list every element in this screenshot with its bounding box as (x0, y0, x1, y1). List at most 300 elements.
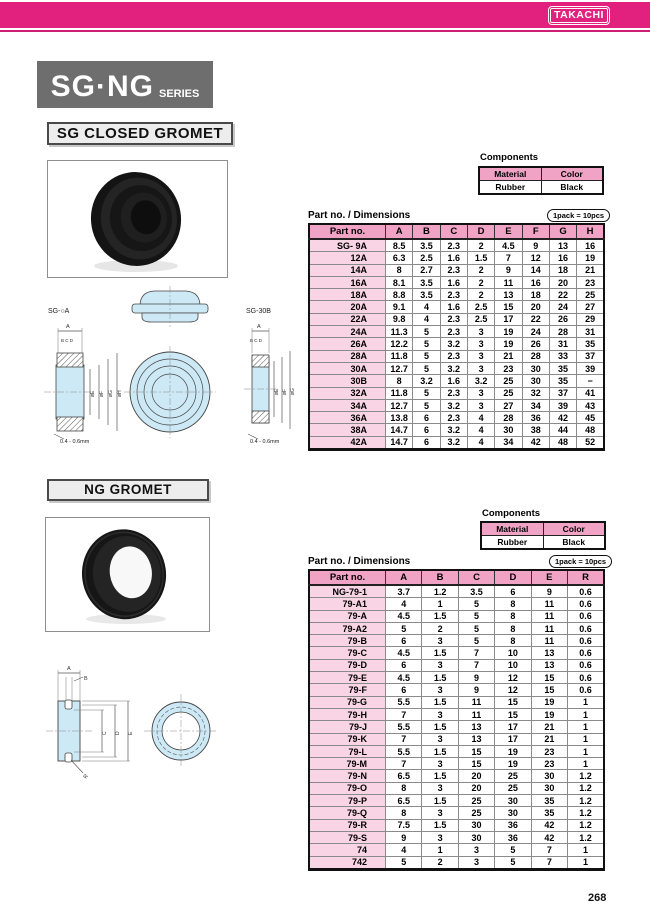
value-cell: 2.5 (413, 252, 440, 264)
ng-dim-a-label: A (67, 666, 71, 672)
takachi-logo-text: TAKACHI (550, 8, 608, 23)
part-no-cell: 20A (309, 301, 386, 313)
value-cell: 3.2 (440, 338, 467, 350)
value-cell: 30 (522, 375, 549, 387)
value-cell: 0.6 (568, 672, 604, 684)
value-cell: 45 (577, 412, 604, 424)
ng-product-photo-frame (45, 517, 210, 632)
table-row (479, 181, 603, 195)
value-cell: 13 (458, 721, 494, 733)
dia-e-label-right: øE (274, 388, 280, 395)
value-cell: 5 (458, 635, 494, 647)
table-row (309, 770, 604, 782)
value-cell: 1.5 (422, 721, 458, 733)
value-cell: 3 (422, 635, 458, 647)
value-cell: 2 (467, 239, 494, 252)
table-row (309, 758, 604, 770)
part-no-cell: 36A (309, 412, 386, 424)
part-no-cell: 79-S (309, 831, 386, 843)
value-cell: 5 (413, 350, 440, 362)
column-header: D (467, 224, 494, 239)
value-cell: 23 (531, 745, 567, 757)
value-cell: 11 (531, 622, 567, 634)
table-row (309, 844, 604, 856)
value-cell: 1.2 (568, 831, 604, 843)
sg-product-photo-frame (47, 160, 228, 278)
value-cell: 30 (458, 831, 494, 843)
value-cell: 2 (422, 856, 458, 869)
value-cell: 2.3 (440, 387, 467, 399)
column-header: A (386, 224, 413, 239)
value-cell: 17 (495, 733, 531, 745)
value-cell: 1 (568, 844, 604, 856)
value-cell: 3.2 (413, 375, 440, 387)
value-cell: 3.5 (413, 276, 440, 288)
value-cell: 20 (522, 301, 549, 313)
dia-e-label: øE (90, 390, 96, 397)
part-no-cell: 79-B (309, 635, 386, 647)
column-header: E (495, 224, 522, 239)
value-cell: 12 (495, 672, 531, 684)
section-heading-sg-closed-gromet: SG CLOSED GROMET (47, 122, 233, 145)
value-cell: 5 (413, 338, 440, 350)
value-cell: 1 (422, 844, 458, 856)
value-cell: 42 (549, 412, 576, 424)
value-cell: 30 (495, 807, 531, 819)
table-row (309, 436, 604, 449)
value-cell: 2.3 (440, 412, 467, 424)
value-cell: 1.2 (568, 819, 604, 831)
value-cell: 3 (467, 399, 494, 411)
value-cell: 29 (577, 313, 604, 325)
value-cell: 4 (386, 598, 422, 610)
value-cell: 9 (386, 831, 422, 843)
value-cell: 15 (495, 696, 531, 708)
value-cell: 25 (577, 289, 604, 301)
value-cell: 4 (467, 412, 494, 424)
value-cell: 1 (422, 598, 458, 610)
value-cell: 5 (458, 598, 494, 610)
value-cell: 7 (531, 856, 567, 869)
column-header: H (577, 224, 604, 239)
value-cell: 1.5 (467, 252, 494, 264)
value-cell: 25 (495, 387, 522, 399)
value-cell: 37 (549, 387, 576, 399)
table-row (309, 807, 604, 819)
value-cell: 25 (458, 807, 494, 819)
value-cell: 3 (467, 338, 494, 350)
value-cell: 1.5 (422, 770, 458, 782)
value-cell: 21 (577, 264, 604, 276)
table-row (309, 239, 604, 252)
value-cell: 14.7 (386, 424, 413, 436)
value-cell: 3.2 (467, 375, 494, 387)
table-row (309, 856, 604, 869)
part-no-cell: 14A (309, 264, 386, 276)
value-cell: 8 (386, 807, 422, 819)
part-no-cell: 34A (309, 399, 386, 411)
value-cell: 9.1 (386, 301, 413, 313)
table-row (309, 622, 604, 634)
table-row (309, 672, 604, 684)
value-cell: 34 (522, 399, 549, 411)
value-cell: 19 (531, 708, 567, 720)
sg-front-view (124, 346, 216, 438)
value-cell: 35 (549, 362, 576, 374)
part-no-cell: 74 (309, 844, 386, 856)
column-header: Material (481, 522, 543, 536)
value-cell: 3 (422, 807, 458, 819)
components-title-ng: Components (482, 508, 541, 519)
value-cell: 0.6 (568, 647, 604, 659)
value-cell: 16 (522, 276, 549, 288)
value-cell: 32 (522, 387, 549, 399)
value-cell: 1 (568, 745, 604, 757)
value-cell: 5 (386, 856, 422, 869)
value-cell: 28 (522, 350, 549, 362)
value-cell: 3 (458, 856, 494, 869)
table-row (309, 795, 604, 807)
value-cell: 38 (522, 424, 549, 436)
value-cell: 7 (458, 659, 494, 671)
part-no-cell: 79-R (309, 819, 386, 831)
part-no-cell: 79-A2 (309, 622, 386, 634)
value-cell: 6 (495, 585, 531, 598)
value-cell: 24 (522, 326, 549, 338)
value-cell: 3 (422, 733, 458, 745)
table-row (309, 659, 604, 671)
value-cell: 2 (467, 289, 494, 301)
value-cell: 35 (577, 338, 604, 350)
table-row (309, 585, 604, 598)
value-cell: 23 (531, 758, 567, 770)
value-cell: 4 (413, 313, 440, 325)
page-number: 268 (588, 892, 607, 904)
value-cell: 5.5 (386, 745, 422, 757)
value-cell: 42 (531, 819, 567, 831)
value-cell: 42 (531, 831, 567, 843)
value-cell: 39 (549, 399, 576, 411)
dimensions-table-ng (308, 569, 605, 871)
value-cell: 1.5 (422, 610, 458, 622)
value-cell: 15 (531, 672, 567, 684)
value-cell: 30 (495, 795, 531, 807)
value-cell: 34 (495, 436, 522, 449)
value-cell: 16 (577, 239, 604, 252)
table-row (309, 598, 604, 610)
part-no-cell: Rubber (481, 536, 543, 550)
part-no-cell: Rubber (479, 181, 541, 195)
table-row (309, 819, 604, 831)
value-cell: 5 (458, 610, 494, 622)
value-cell: 25 (495, 770, 531, 782)
value-cell: 22 (549, 289, 576, 301)
part-no-cell: 79-A (309, 610, 386, 622)
value-cell: 20 (549, 276, 576, 288)
value-cell: 19 (531, 696, 567, 708)
value-cell: 7 (386, 708, 422, 720)
value-cell: 12.7 (386, 362, 413, 374)
value-cell: 14.7 (386, 436, 413, 449)
value-cell: 1.2 (568, 782, 604, 794)
value-cell: 3 (467, 387, 494, 399)
value-cell: 24 (549, 301, 576, 313)
sg-30b-label: SG-30B (246, 308, 271, 315)
value-cell: 3 (467, 326, 494, 338)
table-row (309, 635, 604, 647)
value-cell: 6 (413, 412, 440, 424)
ng-front-view (144, 694, 218, 768)
value-cell: 1.5 (422, 745, 458, 757)
value-cell: 4.5 (386, 647, 422, 659)
value-cell: 28 (495, 412, 522, 424)
dimensions-title-ng: Part no. / Dimensions (308, 556, 411, 567)
part-no-cell: 30B (309, 375, 386, 387)
components-table-sg (478, 166, 604, 195)
column-header: Material (479, 167, 541, 181)
value-cell: 1 (568, 758, 604, 770)
table-row (309, 708, 604, 720)
table-row (309, 831, 604, 843)
dimensions-title-sg: Part no. / Dimensions (308, 210, 411, 221)
sg-technical-drawing (40, 285, 312, 460)
value-cell: 1.6 (440, 301, 467, 313)
value-cell: 21 (531, 721, 567, 733)
value-cell: 2.5 (467, 313, 494, 325)
sg-profile-view (132, 286, 208, 327)
series-banner (37, 61, 213, 108)
value-cell: 4.5 (386, 610, 422, 622)
value-cell: 27 (577, 301, 604, 313)
value-cell: 12.7 (386, 399, 413, 411)
value-cell: 12.2 (386, 338, 413, 350)
value-cell: 11 (495, 276, 522, 288)
column-header: D (495, 570, 531, 585)
value-cell: 5 (458, 622, 494, 634)
value-cell: 21 (495, 350, 522, 362)
value-cell: 2.3 (440, 350, 467, 362)
value-cell: 11 (458, 708, 494, 720)
value-cell: 44 (549, 424, 576, 436)
value-cell: 1.6 (440, 375, 467, 387)
value-cell: Black (541, 181, 603, 195)
value-cell: 15 (495, 301, 522, 313)
value-cell: 26 (522, 338, 549, 350)
value-cell: 3 (422, 831, 458, 843)
value-cell: 9 (458, 672, 494, 684)
part-no-cell: 79-O (309, 782, 386, 794)
value-cell: 13 (495, 289, 522, 301)
column-header: Color (541, 167, 603, 181)
part-no-cell: 30A (309, 362, 386, 374)
value-cell: 15 (531, 684, 567, 696)
value-cell: 9.8 (386, 313, 413, 325)
value-cell: 6.3 (386, 252, 413, 264)
value-cell: 5 (413, 326, 440, 338)
value-cell: 0.6 (568, 598, 604, 610)
value-cell: 1 (568, 721, 604, 733)
components-title-sg: Components (480, 152, 539, 163)
value-cell: 8.8 (386, 289, 413, 301)
value-cell: 3.7 (386, 585, 422, 598)
value-cell: 3 (458, 844, 494, 856)
value-cell: 0.6 (568, 635, 604, 647)
value-cell: 19 (495, 338, 522, 350)
part-no-cell: 79-C (309, 647, 386, 659)
value-cell: 1.5 (422, 696, 458, 708)
value-cell: 23 (495, 362, 522, 374)
value-cell: − (577, 375, 604, 387)
column-header: G (549, 224, 576, 239)
value-cell: 6 (386, 684, 422, 696)
table-row (309, 399, 604, 411)
value-cell: 21 (531, 733, 567, 745)
value-cell: 6 (413, 436, 440, 449)
value-cell: 11 (531, 635, 567, 647)
value-cell: 3.5 (458, 585, 494, 598)
value-cell: 11 (531, 598, 567, 610)
table-row (309, 301, 604, 313)
column-header: B (422, 570, 458, 585)
value-cell: 3 (422, 758, 458, 770)
part-no-cell: SG- 9A (309, 239, 386, 252)
value-cell: 4.5 (386, 672, 422, 684)
table-row (309, 647, 604, 659)
ng-technical-drawing (40, 663, 270, 793)
value-cell: 1.6 (440, 276, 467, 288)
value-cell: 2.3 (440, 326, 467, 338)
value-cell: 37 (577, 350, 604, 362)
value-cell: 8 (386, 375, 413, 387)
part-no-cell: 79-Q (309, 807, 386, 819)
part-no-cell: 79-A1 (309, 598, 386, 610)
series-subtitle: SERIES (158, 88, 200, 100)
column-header: F (522, 224, 549, 239)
value-cell: Black (543, 536, 605, 550)
value-cell: 48 (577, 424, 604, 436)
value-cell: 18 (549, 264, 576, 276)
value-cell: 25 (495, 375, 522, 387)
value-cell: 13 (458, 733, 494, 745)
value-cell: 0.6 (568, 610, 604, 622)
value-cell: 3.5 (413, 289, 440, 301)
value-cell: 3 (422, 684, 458, 696)
part-no-cell: 38A (309, 424, 386, 436)
value-cell: 19 (495, 745, 531, 757)
value-cell: 2.3 (440, 289, 467, 301)
value-cell: 2 (467, 276, 494, 288)
value-cell: 12 (495, 684, 531, 696)
part-no-cell: NG-79-1 (309, 585, 386, 598)
table-row (309, 696, 604, 708)
dia-g-label: øG (108, 390, 114, 397)
dim-a-label: A (66, 324, 70, 330)
table-row (309, 424, 604, 436)
value-cell: 1.2 (568, 807, 604, 819)
value-cell: 31 (577, 326, 604, 338)
value-cell: 11.8 (386, 387, 413, 399)
table-row (309, 375, 604, 387)
value-cell: 3 (422, 782, 458, 794)
value-cell: 25 (495, 782, 531, 794)
part-no-cell: 79-F (309, 684, 386, 696)
series-title: SG·NG (50, 70, 154, 103)
value-cell: 30 (531, 782, 567, 794)
value-cell: 4.5 (495, 239, 522, 252)
table-row (309, 338, 604, 350)
value-cell: 0.6 (568, 684, 604, 696)
part-no-cell: 79-E (309, 672, 386, 684)
column-header: B (413, 224, 440, 239)
value-cell: 20 (458, 770, 494, 782)
value-cell: 8.1 (386, 276, 413, 288)
dia-g-label-right: øG (290, 388, 296, 395)
part-no-cell: 12A (309, 252, 386, 264)
value-cell: 16 (549, 252, 576, 264)
value-cell: 13 (549, 239, 576, 252)
value-cell: 36 (495, 831, 531, 843)
value-cell: 8 (495, 610, 531, 622)
value-cell: 28 (549, 326, 576, 338)
pack-note-badge-sg: 1pack = 10pcs (547, 209, 610, 222)
table-row (309, 264, 604, 276)
value-cell: 36 (495, 819, 531, 831)
value-cell: 1.5 (422, 672, 458, 684)
ng-dim-e-label: E (128, 731, 134, 735)
value-cell: 30 (522, 362, 549, 374)
value-cell: 1.2 (568, 795, 604, 807)
value-cell: 20 (458, 782, 494, 794)
part-no-cell: 32A (309, 387, 386, 399)
value-cell: 4 (467, 424, 494, 436)
part-no-cell: 79-N (309, 770, 386, 782)
value-cell: 19 (577, 252, 604, 264)
value-cell: 7.5 (386, 819, 422, 831)
table-row (309, 276, 604, 288)
value-cell: 3 (467, 350, 494, 362)
value-cell: 33 (549, 350, 576, 362)
pack-note-badge-ng: 1pack = 10pcs (549, 555, 612, 568)
sg-tolerance-note: 0.4 - 0.6mm (60, 439, 90, 445)
value-cell: 1 (568, 708, 604, 720)
value-cell: 2.5 (467, 301, 494, 313)
value-cell: 1.2 (422, 585, 458, 598)
value-cell: 5.5 (386, 696, 422, 708)
value-cell: 9 (458, 684, 494, 696)
dia-f-label-right: øF (282, 388, 288, 395)
value-cell: 1.5 (422, 795, 458, 807)
part-no-cell: 79-M (309, 758, 386, 770)
value-cell: 15 (458, 758, 494, 770)
value-cell: 3.2 (440, 424, 467, 436)
value-cell: 13 (531, 647, 567, 659)
value-cell: 35 (549, 375, 576, 387)
value-cell: 1 (568, 696, 604, 708)
value-cell: 4 (467, 436, 494, 449)
value-cell: 3.5 (413, 239, 440, 252)
table-row (309, 362, 604, 374)
value-cell: 17 (495, 721, 531, 733)
value-cell: 0.6 (568, 659, 604, 671)
value-cell: 7 (458, 647, 494, 659)
value-cell: 30 (495, 424, 522, 436)
value-cell: 9 (522, 239, 549, 252)
table-row (309, 610, 604, 622)
value-cell: 8.5 (386, 239, 413, 252)
value-cell: 8 (495, 622, 531, 634)
value-cell: 6 (386, 635, 422, 647)
column-header: C (440, 224, 467, 239)
